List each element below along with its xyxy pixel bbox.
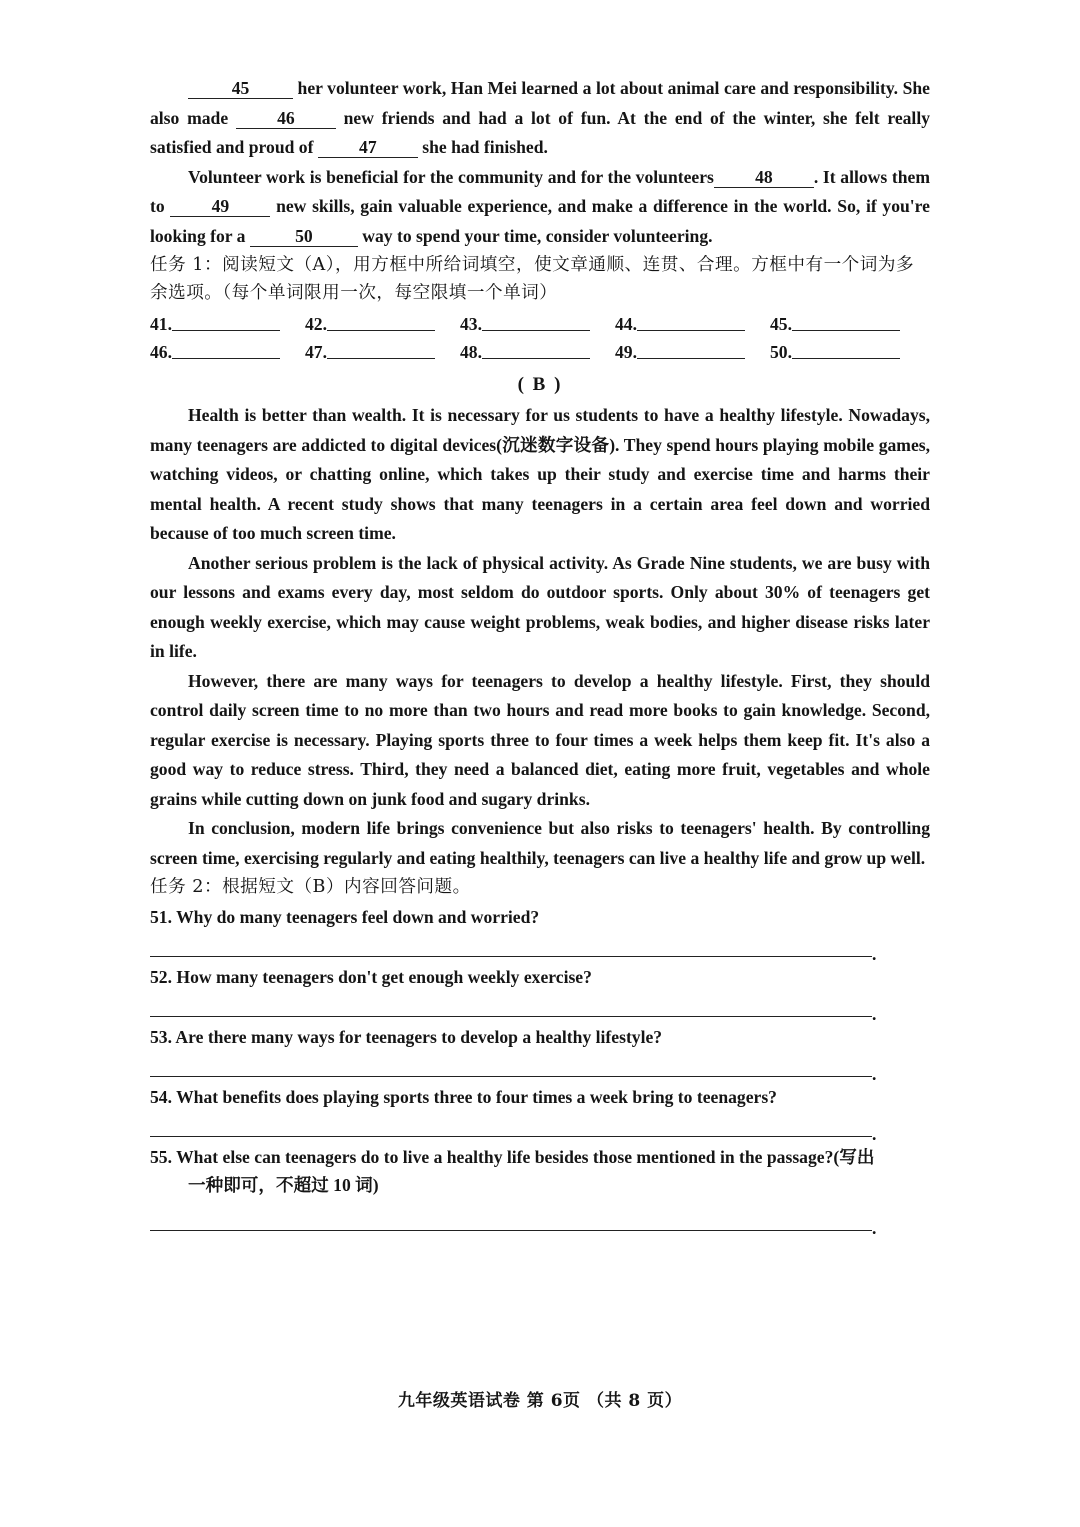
- answer-number: 44.: [615, 314, 637, 334]
- question-55: 55. What else can teenagers do to live a healthy life besides those mentioned in the passage?(写出一种即可，不超过 10 词): [150, 1147, 875, 1195]
- answer-line[interactable]: [637, 357, 745, 359]
- passage-text: . It allows them to: [150, 166, 930, 216]
- answer-cell-45[interactable]: [770, 314, 925, 335]
- passage-text: her volunteer work, Han Mei learned a lot about animal care and responsibility. She also made: [150, 78, 930, 128]
- answer-line[interactable]: [172, 329, 280, 331]
- question-53: 53. Are there many ways for teenagers to develop a healthy lifestyle?: [150, 1027, 663, 1047]
- passage-text: new skills, gain valuable experience, and make a difference in the world. So, if you're looking for a: [150, 196, 930, 246]
- passage-text: she had finished.: [417, 137, 548, 157]
- passage-text: Volunteer work is beneficial for the community and for the volunteers: [188, 166, 714, 187]
- answer-cell-41[interactable]: [150, 314, 305, 335]
- passage-a-paragraph-2: [150, 163, 930, 252]
- answer-cell-43[interactable]: [460, 314, 615, 335]
- answer-line[interactable]: [172, 357, 280, 359]
- blank-49[interactable]: 49: [170, 196, 270, 217]
- answer-number: 47.: [305, 342, 327, 362]
- period-mark: .: [872, 1004, 877, 1024]
- answer-line[interactable]: [482, 357, 590, 359]
- blank-46[interactable]: 46: [236, 108, 336, 129]
- blank-50[interactable]: 50: [250, 226, 358, 247]
- passage-b-paragraph-1: Health is better than wealth. It is necessary for us students to have a healthy lifestyle. Nowadays, many teenagers are addicted to digital devices(沉迷数字设备). They spend hours playing mobile games, watching videos, or chatting online, which takes up their study and exercise time and harms their mental health. A recent study shows that many teenagers in a certain area feel down and worried because of too much screen time.: [150, 405, 930, 543]
- answer-line-52[interactable]: [150, 991, 930, 1023]
- answer-cell-42[interactable]: [305, 314, 460, 335]
- answer-line-54[interactable]: [150, 1111, 930, 1143]
- answer-line[interactable]: [792, 329, 900, 331]
- answer-line-51[interactable]: [150, 931, 930, 963]
- period-mark: .: [872, 1064, 877, 1084]
- answer-line-55[interactable]: [150, 1199, 930, 1237]
- passage-text: way to spend your time, consider volunteering.: [357, 225, 713, 246]
- exam-page: [150, 74, 930, 1237]
- answer-cell-49[interactable]: [615, 342, 770, 363]
- question-52: 52. How many teenagers don't get enough weekly exercise?: [150, 967, 592, 987]
- period-mark: .: [872, 944, 877, 964]
- passage-b-paragraph-4: In conclusion, modern life brings convenience but also risks to teenagers' health. By controlling screen time, exercising regularly and eating healthily, teenagers can live a healthy life and grow up well.: [150, 818, 930, 868]
- answer-number: 46.: [150, 342, 172, 362]
- answer-number: 49.: [615, 342, 637, 362]
- answer-line[interactable]: [327, 357, 435, 359]
- blank-47[interactable]: 47: [318, 137, 418, 158]
- answer-line[interactable]: [482, 329, 590, 331]
- blank-48[interactable]: 48: [714, 167, 814, 188]
- answer-row-1: [150, 308, 930, 335]
- answer-line[interactable]: [792, 357, 900, 359]
- answer-number: 50.: [770, 342, 792, 362]
- answer-cell-50[interactable]: [770, 342, 925, 363]
- answer-cell-46[interactable]: [150, 342, 305, 363]
- answer-line[interactable]: [637, 329, 745, 331]
- answer-cell-47[interactable]: [305, 342, 460, 363]
- answer-number: 45.: [770, 314, 792, 334]
- page-footer: 九年级英语试卷 第 6页 （共 8 页）: [397, 1391, 683, 1411]
- question-54: 54. What benefits does playing sports three to four times a week bring to teenagers?: [150, 1087, 777, 1107]
- blank-45[interactable]: 45: [188, 78, 293, 99]
- task2-instruction: 任务 2：根据短文（B）内容回答问题。: [150, 877, 471, 897]
- question-51: 51. Why do many teenagers feel down and worried?: [150, 907, 540, 927]
- passage-a-paragraph-1: [150, 74, 930, 163]
- answer-number: 43.: [460, 314, 482, 334]
- passage-text: new friends and had a lot of fun. At the end of the winter, she felt really satisfied and proud of: [150, 107, 931, 157]
- answer-line-53[interactable]: [150, 1051, 930, 1083]
- task1-instruction: 任务 1：阅读短文（A），用方框中所给词填空，使文章通顺、连贯、合理。方框中有一个词为多余选项。（每个单词限用一次，每空限填一个单词）: [150, 255, 915, 303]
- answer-number: 41.: [150, 314, 172, 334]
- passage-b-paragraph-2: Another serious problem is the lack of physical activity. As Grade Nine students, we are busy with our lessons and exams every day, most seldom do outdoor sports. Only about 30% of teenagers get enough weekly exercise, which may cause weight problems, weak bodies, and higher disease risks later in life.: [150, 552, 930, 661]
- answer-row-2: [150, 336, 930, 363]
- answer-cell-44[interactable]: [615, 314, 770, 335]
- period-mark: .: [872, 1124, 877, 1144]
- answer-number: 42.: [305, 314, 327, 334]
- answer-number: 48.: [460, 342, 482, 362]
- answer-cell-48[interactable]: [460, 342, 615, 363]
- section-heading-b: ( B ): [517, 374, 563, 395]
- answer-line[interactable]: [327, 329, 435, 331]
- period-mark: .: [872, 1218, 877, 1238]
- passage-b-paragraph-3: However, there are many ways for teenagers to develop a healthy lifestyle. First, they should control daily screen time to no more than two hours and read more books to gain knowledge. Second, regular exercise is necessary. Playing sports three to four times a week helps them keep fit. It's also a good way to reduce stress. Third, they need a balanced diet, eating more fruit, vegetables and whole grains while cutting down on junk food and sugary drinks.: [150, 670, 930, 809]
